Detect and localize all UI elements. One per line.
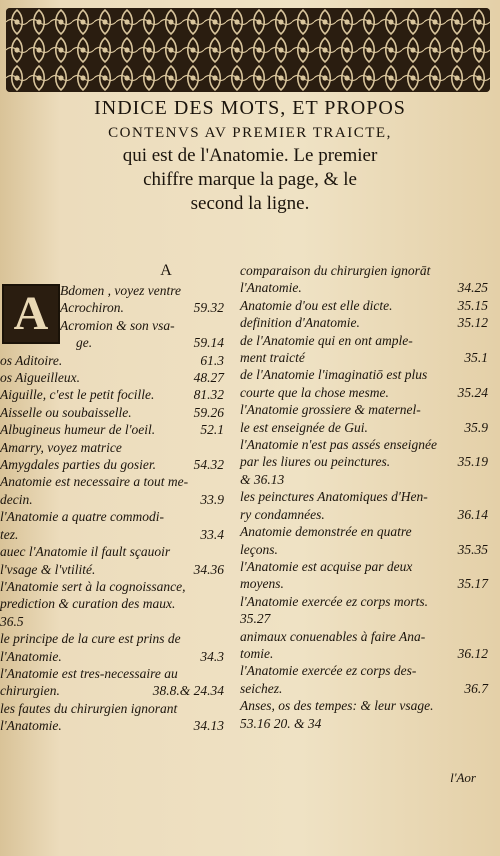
index-entry-text: ment traicté — [240, 350, 305, 366]
index-entry-text: l'Anatomie. — [240, 280, 302, 296]
index-entry — [240, 680, 496, 697]
index-entry — [240, 541, 496, 558]
index-entry — [0, 717, 232, 734]
index-entry — [0, 439, 232, 456]
index-entry-text: Aiguille, c'est le petit focille. — [0, 387, 155, 403]
index-entry-text: les peinctures Anatomiques d'Hen- — [240, 489, 428, 505]
index-entry-reference: 35.35 — [457, 541, 488, 557]
index-entry-reference: 59.26 — [193, 404, 224, 420]
index-heading — [0, 94, 500, 216]
index-entry-reference: 34.25 — [457, 280, 488, 296]
index-entry-text: os Aigueilleux. — [0, 370, 80, 386]
index-entry-reference: 34.3 — [200, 648, 224, 664]
index-entry-text: Anatomie d'ou est elle dicte. — [240, 297, 393, 313]
index-entry-text: & 36.13 — [240, 471, 285, 487]
index-entry-text: l'Anatomie. — [0, 718, 62, 734]
index-entry-reference: 35.1 — [464, 350, 488, 366]
index-entry-text: seichez. — [240, 680, 283, 696]
heading-line-4: chiffre marque la page, & le — [143, 169, 357, 190]
index-entry — [240, 349, 496, 366]
index-entry — [240, 662, 496, 679]
index-entry-text: Aisselle ou soubaisselle. — [0, 404, 132, 420]
index-entry-text: ge. — [76, 335, 93, 351]
index-entry — [0, 299, 232, 316]
index-entry-text: animaux conuenables à faire Ana- — [240, 628, 426, 644]
index-entry-text: definition d'Anatomie. — [240, 315, 360, 331]
index-entry — [0, 561, 232, 578]
index-entry-text: auec l'Anatomie il fault sçauoir — [0, 544, 171, 560]
index-entry-reference: 33.9 — [200, 491, 224, 507]
index-entry-text: 36.5 — [0, 613, 24, 629]
index-entry — [0, 526, 232, 543]
index-entry — [0, 682, 232, 699]
index-entry — [0, 613, 232, 630]
index-entry — [0, 543, 232, 560]
index-entry-text: Amarry, voyez matrice — [0, 439, 122, 455]
index-entry — [0, 578, 232, 595]
index-entry-text: l'Anatomie est tres-necessaire au — [0, 665, 178, 681]
index-entry-text: tez. — [0, 526, 19, 542]
index-entry — [240, 628, 496, 645]
index-entry-text: tomie. — [240, 645, 274, 661]
index-entry-text: l'Anatomie sert à la cognoissance, — [0, 578, 186, 594]
index-entry-text: leçons. — [240, 541, 278, 557]
index-entry-reference: 36.12 — [457, 645, 488, 661]
index-entry-reference: 54.32 — [193, 457, 224, 473]
index-entry — [0, 282, 232, 299]
index-entry — [240, 645, 496, 662]
dropcap-letter: A — [13, 287, 49, 340]
index-entry — [0, 473, 232, 490]
index-entry-text: Acromion & son vsa- — [60, 317, 175, 333]
index-entry-text: moyens. — [240, 576, 284, 592]
index-entry — [240, 523, 496, 540]
index-entry-text: l'Anatomie exercée ez corps morts. — [240, 593, 428, 609]
index-entry-reference: 34.13 — [193, 718, 224, 734]
index-entry — [0, 404, 232, 421]
index-entry-text: l'Anatomie n'est pas assés enseignée — [240, 437, 437, 453]
index-entry-text: Anatomie est necessaire a tout me- — [0, 474, 189, 490]
index-entry — [240, 297, 496, 314]
index-entry — [240, 279, 496, 296]
index-entry — [240, 436, 496, 453]
index-entry — [0, 317, 232, 334]
index-entry-text: Anatomie demonstrée en quatre — [240, 524, 412, 540]
index-entry-reference: 35.15 — [457, 297, 488, 313]
index-entry-text: Amygdales parties du gosier. — [0, 457, 156, 473]
right-index-column — [240, 262, 496, 732]
index-entry-reference: 33.4 — [200, 526, 224, 542]
section-letter: A — [160, 262, 172, 279]
index-entry — [240, 558, 496, 575]
index-entry — [240, 332, 496, 349]
index-entry-text: courte que la chose mesme. — [240, 384, 389, 400]
index-entry-reference: 38.8.& 24.34 — [152, 683, 224, 699]
index-entry — [0, 386, 232, 403]
index-entry — [240, 419, 496, 436]
index-entry-text: les fautes du chirurgien ignorant — [0, 700, 178, 716]
index-entry — [0, 665, 232, 682]
index-entry-text: ry condamnées. — [240, 506, 325, 522]
index-entry-text: l'Anatomie a quatre commodi- — [0, 509, 164, 525]
index-entry-text: Bdomen , voyez ventre — [60, 283, 181, 298]
index-entry — [240, 262, 496, 279]
index-entry-reference: 36.7 — [464, 680, 488, 696]
index-entry-text: Albugineus humeur de l'oeil. — [0, 422, 156, 438]
index-entry — [240, 314, 496, 331]
index-entry-text: le est enseignée de Gui. — [240, 419, 368, 435]
index-entry-text: os Aditoire. — [0, 352, 63, 368]
index-entry — [0, 508, 232, 525]
heading-line-3: qui est de l'Anatomie. Le premier — [122, 145, 378, 166]
index-entry-text: prediction & curation des maux. — [0, 596, 176, 612]
index-entry-text: de l'Anatomie l'imaginatiō est plus — [240, 367, 428, 383]
index-entry-text: par les liures ou peinctures. — [240, 454, 391, 470]
index-entry-text: decin. — [0, 491, 33, 507]
index-entry-reference: 81.32 — [193, 387, 224, 403]
heading-line-2: CONTENVS AV PREMIER TRAICTE, — [108, 125, 392, 141]
index-entry — [240, 506, 496, 523]
index-entry-reference: 35.9 — [464, 419, 488, 435]
index-entry-reference: 59.14 — [193, 335, 224, 351]
index-entry — [240, 697, 496, 714]
index-entry — [240, 453, 496, 470]
index-entry-reference: 35.17 — [457, 576, 488, 592]
index-entry — [240, 593, 496, 610]
index-entry-text: l'Anatomie est acquise par deux — [240, 558, 413, 574]
heading-line-1: INDICE DES MOTS, ET PROPOS — [94, 97, 406, 119]
index-entry — [0, 421, 232, 438]
index-entry-reference: 35.19 — [457, 454, 488, 470]
index-entry — [240, 488, 496, 505]
index-entry — [0, 648, 232, 665]
index-entry — [240, 384, 496, 401]
index-entry — [0, 491, 232, 508]
index-entry — [0, 595, 232, 612]
heading-line-5: second la ligne. — [190, 193, 310, 214]
index-entry-text: l'Anatomie grossiere & maternel- — [240, 402, 421, 418]
index-entry — [0, 369, 232, 386]
index-entry-text: 53.16 20. & 34 — [240, 715, 322, 731]
index-entry — [0, 334, 232, 351]
index-entry-text: l'vsage & l'vtilité. — [0, 561, 96, 577]
left-index-column — [0, 262, 232, 735]
index-entry-reference: 34.36 — [193, 561, 224, 577]
index-entry-text: chirurgien. — [0, 683, 60, 699]
index-entry-text: le principe de la cure est prins de — [0, 631, 181, 647]
index-entry-reference: 61.3 — [200, 352, 224, 368]
index-entry — [240, 471, 496, 488]
index-entry-reference: 59.32 — [193, 300, 224, 316]
index-entry-text: l'Anatomie. — [0, 648, 62, 664]
index-entry-reference: 36.14 — [457, 506, 488, 522]
ornament-pattern-icon — [6, 8, 490, 92]
index-entry-reference: 35.12 — [457, 315, 488, 331]
index-entry-reference: 52.1 — [200, 422, 224, 438]
index-entry — [240, 610, 496, 627]
index-entry — [0, 352, 232, 369]
decorative-header-band — [6, 8, 490, 92]
index-entry — [0, 456, 232, 473]
index-entry — [240, 575, 496, 592]
index-entry-text: de l'Anatomie qui en ont ample- — [240, 332, 413, 348]
index-entry — [240, 401, 496, 418]
catchword: l'Aor — [450, 770, 476, 785]
index-entry-reference: 48.27 — [193, 370, 224, 386]
index-entry-text: Anses, os des tempes: & leur vsage. — [240, 698, 434, 714]
index-entry-text: Acrochiron. — [60, 300, 124, 316]
index-entry-reference: 35.24 — [457, 384, 488, 400]
index-entry-text: 35.27 — [240, 611, 271, 627]
index-entry — [0, 630, 232, 647]
index-entry — [240, 715, 496, 732]
index-entry — [0, 700, 232, 717]
index-entry-text: l'Anatomie exercée ez corps des- — [240, 663, 417, 679]
index-entry — [240, 366, 496, 383]
index-entry-text: comparaison du chirurgien ignorāt — [240, 263, 431, 278]
